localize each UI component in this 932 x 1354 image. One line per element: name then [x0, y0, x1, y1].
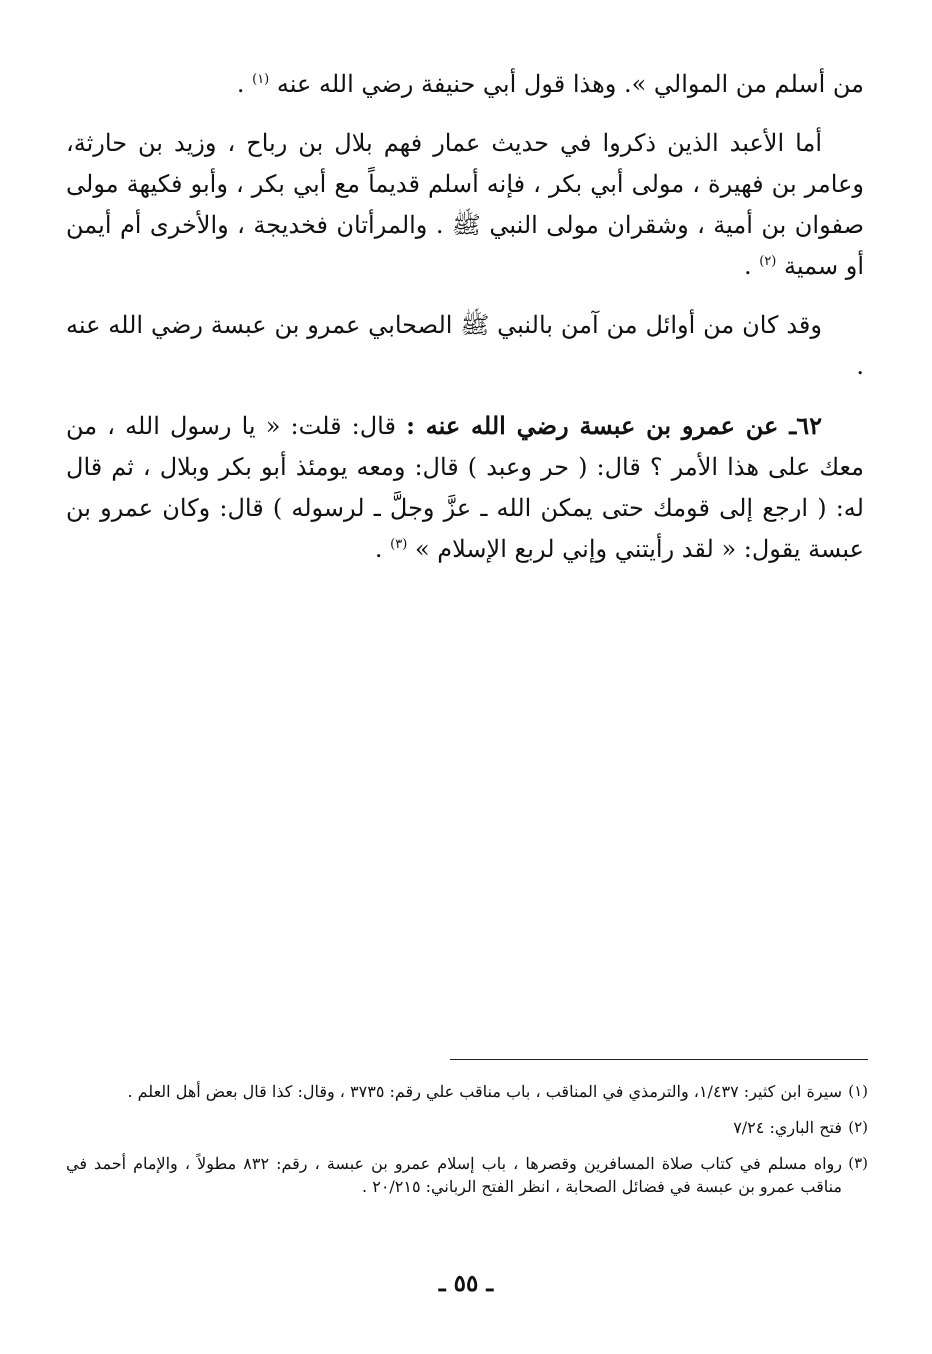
footnote-ref-3: (٣) [390, 537, 408, 552]
paragraph-2-end: . [743, 252, 752, 280]
paragraph-3 [66, 305, 864, 387]
footnote-text: سيرة ابن كثير: ١/٤٣٧، والترمذي في المناقب ، باب مناقب علي رقم: ٣٧٣٥ ، وقال: كذا قال بعض أهل العلم . [127, 1082, 842, 1101]
hadith-text: قال: قلت: « يا رسول الله ، من معك على هذا الأمر ؟ قال: ( حر وعبد ) قال: ومعه يومئذ أبو بكر وبلال ، ثم قال له: ( ارجع إلى قومك حتى يمكن الله ـ عزَّ وجلَّ ـ لرسوله ) قال: وكان عمرو بن عبسة يقول: « لقد رأيتني وإني لربع الإسلام » [66, 412, 864, 563]
footnote-1 [66, 1080, 868, 1103]
footnote-text: رواه مسلم في كتاب صلاة المسافرين وقصرها ، باب إسلام عمرو بن عبسة ، رقم: ٨٣٢ مطولاً ، والإمام أحمد في مناقب عمرو بن عبسة في فضائل الصحابة ، انظر الفتح الرباني: ٢٠/٢١٥ . [66, 1154, 843, 1196]
footnote-marker: (٢) [848, 1118, 868, 1136]
hadith-paragraph [66, 405, 864, 570]
footnote-ref-2: (٢) [759, 254, 777, 269]
page-number: ـ ٥٥ ـ [438, 1270, 494, 1297]
paragraph-1 [66, 64, 864, 105]
paragraph-2 [66, 123, 864, 287]
paragraph-1-end: . [236, 70, 245, 98]
hadith-heading: ٦٢ـ عن عمرو بن عبسة رضي الله عنه : [406, 411, 822, 440]
paragraph-1-text: من أسلم من الموالي ». وهذا قول أبي حنيفة رضي الله عنه [276, 70, 864, 98]
footnote-divider [450, 1059, 868, 1060]
footnote-ref-1: (١) [252, 72, 270, 87]
footnote-2 [66, 1116, 868, 1139]
paragraph-2-text: أما الأعبد الذين ذكروا في حديث عمار فهم بلال بن رباح ، وزيد بن حارثة، وعامر بن فهيرة ، مولى أبي بكر ، فإنه أسلم قديماً مع أبي بكر ، وأبو فكيهة مولى صفوان بن أمية ، وشقران مولى النبي ﷺ . والمرأتان فخديجة ، والأخرى أم أيمن أو سمية [66, 129, 864, 280]
paragraph-3-text: وقد كان من أوائل من آمن بالنبي ﷺ الصحابي عمرو بن عبسة رضي الله عنه . [66, 311, 864, 380]
footnote-marker: (٣) [848, 1154, 868, 1172]
footnotes [66, 1080, 868, 1211]
hadith-end: . [374, 535, 383, 563]
main-text [66, 64, 864, 588]
footnote-text: فتح الباري: ٧/٢٤ [733, 1118, 842, 1137]
footnote-3 [66, 1152, 868, 1198]
footnote-marker: (١) [848, 1082, 868, 1100]
